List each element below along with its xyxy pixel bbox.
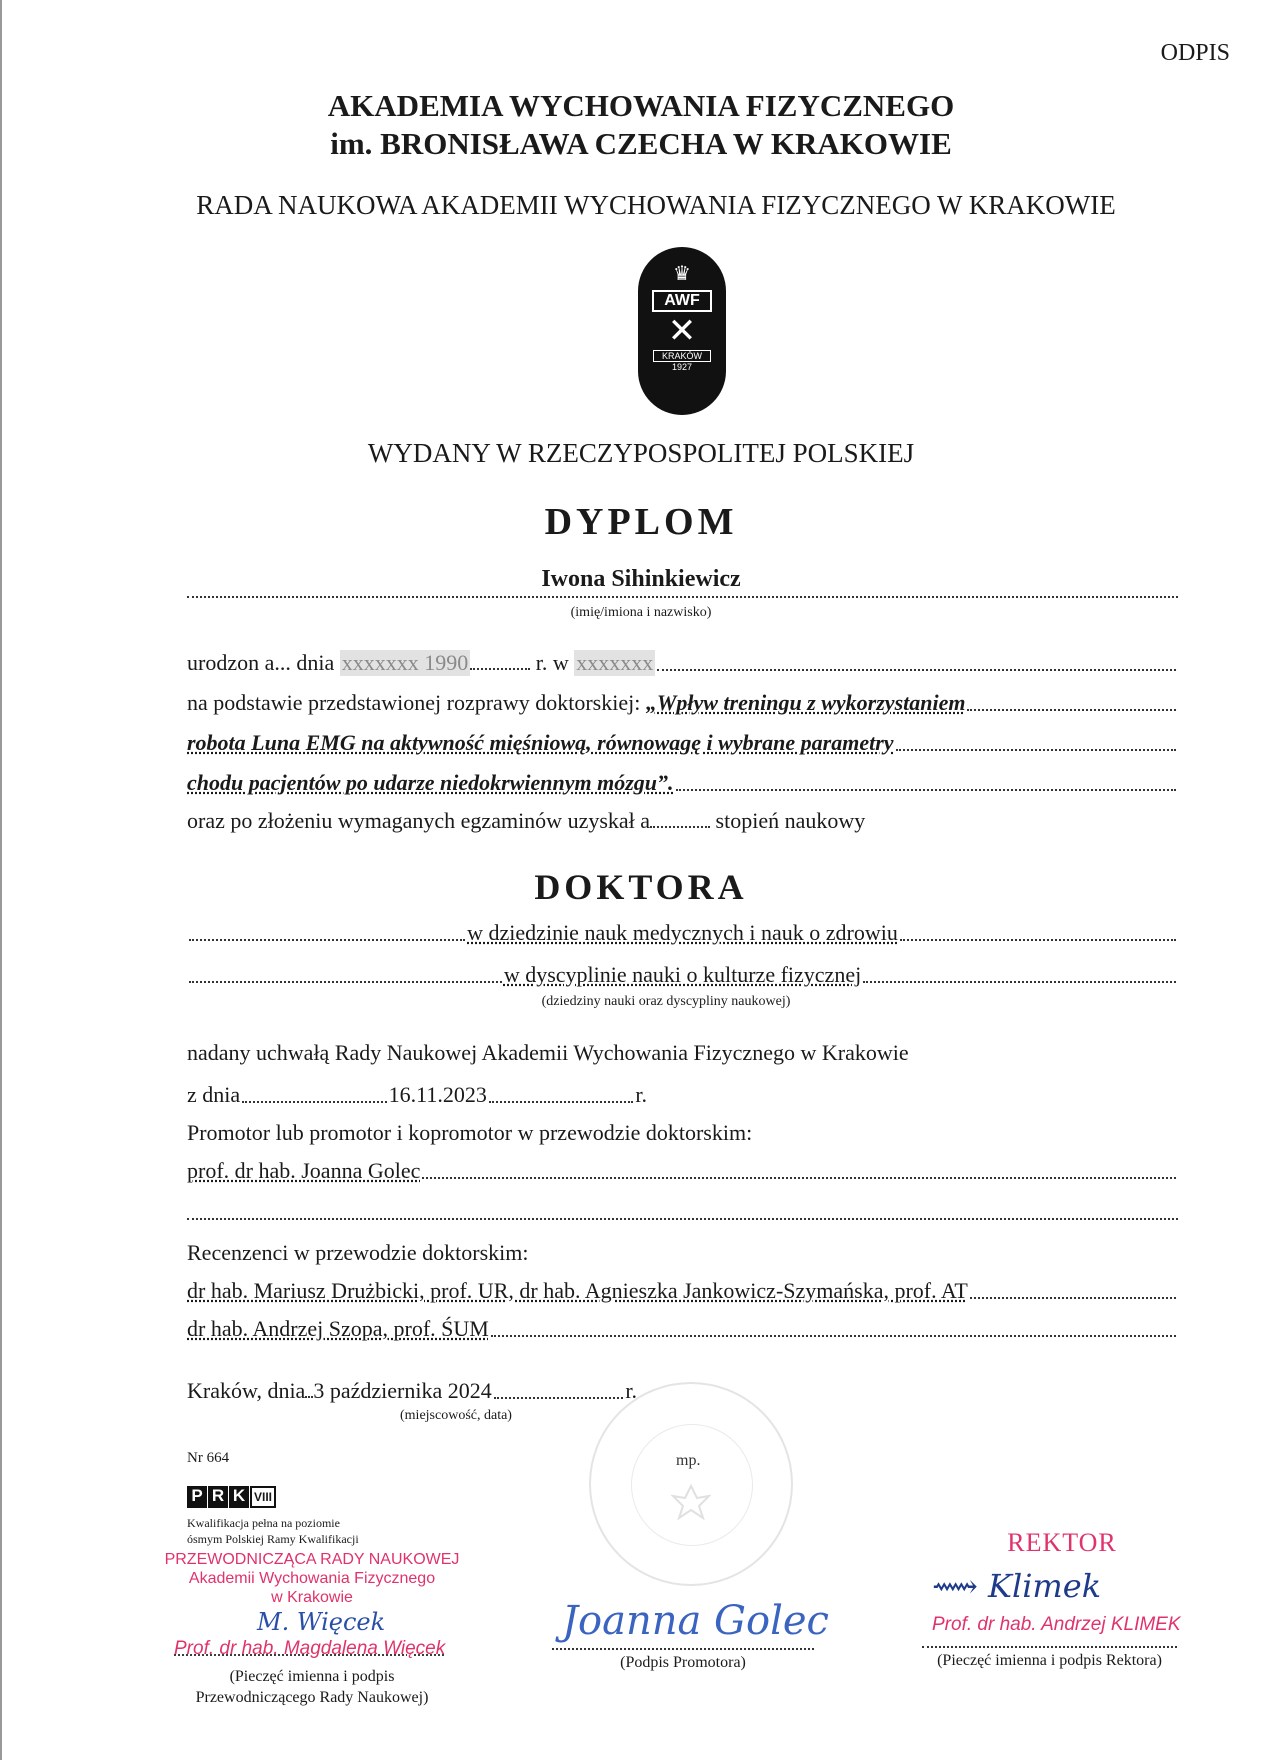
- issue-date: 3 października 2024: [313, 1378, 492, 1403]
- rector-caption: (Pieczęć imienna i podpis Rektora): [937, 1652, 1162, 1669]
- promoter-caption: (Podpis Promotora): [620, 1654, 746, 1671]
- promoter-signature: Joanna Golec: [562, 1598, 829, 1644]
- issued-in: WYDANY W RZECZYPOSPOLITEJ POLSKIEJ: [367, 438, 915, 468]
- prk-badge: [187, 1486, 276, 1508]
- diploma-number: Nr 664: [187, 1450, 230, 1466]
- rector-signature: ⟿ Klimek: [932, 1567, 1102, 1605]
- diploma-title: DYPLOM: [544, 501, 738, 543]
- prk-letter: R: [208, 1486, 228, 1508]
- thesis-title-1: „Wpływ treningu z wykorzystaniem: [645, 690, 966, 715]
- field-discipline: w dyscyplinie nauki o kulturze fizycznej: [503, 962, 862, 987]
- logo-city: KRAKÓW: [653, 350, 711, 362]
- birth-line: [187, 650, 1178, 676]
- resolution-date-line: [187, 1082, 647, 1108]
- reviewers-label-text: Recenzenci w przewodzie doktorskim:: [187, 1240, 529, 1265]
- reviewers-1: dr hab. Mariusz Drużbicki, prof. UR, dr hab. Agnieszka Jankowicz-Szymańska, prof. AT: [187, 1278, 968, 1303]
- eagle-icon: [671, 1482, 711, 1522]
- seal-mark: mp.: [676, 1452, 701, 1469]
- logo-year: 1927: [671, 362, 693, 372]
- rector-title: REKTOR: [1007, 1528, 1117, 1557]
- reviewers-2: dr hab. Andrzej Szopa, prof. ŚUM: [187, 1316, 489, 1341]
- stamp-line: Akademii Wychowania Fizycznego: [188, 1570, 436, 1587]
- redacted-place: xxxxxxx: [576, 650, 654, 675]
- promoter-line: [187, 1158, 1178, 1184]
- official-seal: [589, 1382, 793, 1586]
- reviewers-label: [187, 1240, 1178, 1266]
- promoter-label: [187, 1120, 1178, 1146]
- copy-label: ODPIS: [1160, 40, 1230, 66]
- crossed-sticks-icon: ✕: [667, 312, 697, 350]
- chair-caption: [162, 1666, 462, 1708]
- chair-signature: M. Więcek: [257, 1608, 386, 1636]
- birth-place-label: r. w: [535, 650, 569, 675]
- domain-line: [187, 920, 1178, 946]
- thesis-intro: na podstawie przedstawionej rozprawy doktorskiej:: [187, 690, 641, 715]
- logo-text: AWF: [652, 290, 712, 312]
- name-caption: (imię/imiona i nazwisko): [570, 605, 712, 620]
- discipline-line: [187, 962, 1178, 988]
- thesis-title-3: chodu pacjentów po udarze niedokrwiennym mózgu”.: [187, 770, 674, 795]
- thesis-title-2: robota Luna EMG na aktywność mięśniową, równowagę i wybrane parametry: [187, 730, 894, 755]
- exam-line: [187, 808, 1178, 834]
- resolution-line: [187, 1040, 1178, 1066]
- field-caption: (dziedziny nauki oraz dyscypliny naukowej): [541, 994, 791, 1009]
- reviewers-line-1: [187, 1278, 1178, 1304]
- academy-name: AKADEMIA WYCHOWANIA FIZYCZNEGO: [327, 88, 955, 123]
- degree-label: stopień naukowy: [715, 808, 866, 833]
- field-domain: w dziedzinie nauk medycznych i nauk o zdrowiu: [467, 920, 898, 945]
- prk-level: VIII: [250, 1486, 276, 1508]
- place-label: Kraków, dnia: [187, 1378, 306, 1403]
- promoter-name: prof. dr hab. Joanna Golec: [187, 1158, 421, 1183]
- reviewers-line-2: [187, 1316, 1178, 1342]
- place-date-line: [187, 1378, 637, 1404]
- stamp-line: w Krakowie: [271, 1589, 353, 1606]
- dotted-line: [187, 596, 1178, 598]
- exam-text: oraz po złożeniu wymaganych egzaminów uzyskał a: [187, 808, 651, 833]
- birth-label: urodzon a... dnia: [187, 650, 335, 675]
- year-abbr: r.: [635, 1082, 647, 1107]
- date-label: z dnia: [187, 1082, 241, 1107]
- thesis-line-1: [187, 690, 1178, 716]
- thesis-line-2: [187, 730, 1178, 756]
- dotted-line: [922, 1646, 1177, 1648]
- resolution-text: nadany uchwałą Rady Naukowej Akademii Wychowania Fizycznego w Krakowie: [187, 1040, 909, 1065]
- dotted-line: [187, 1218, 1178, 1220]
- place-caption: (miejscowość, data): [400, 1408, 512, 1423]
- rector-name: Prof. dr hab. Andrzej KLIMEK: [932, 1614, 1181, 1635]
- awf-logo: [638, 247, 726, 415]
- chair-name: Prof. dr hab. Magdalena Więcek: [174, 1638, 446, 1659]
- degree-title: DOKTORA: [534, 867, 748, 907]
- thesis-line-3: [187, 770, 1178, 796]
- year-abbr: r.: [625, 1378, 637, 1403]
- resolution-date: 16.11.2023: [388, 1082, 487, 1107]
- promoter-label-text: Promotor lub promotor i kopromotor w przewodzie doktorskim:: [187, 1120, 753, 1145]
- prk-letter: K: [229, 1486, 249, 1508]
- dotted-line: [552, 1648, 814, 1650]
- academy-patron: im. BRONISŁAWA CZECHA W KRAKOWIE: [330, 126, 952, 161]
- caption-line: Przewodniczącego Rady Naukowej): [195, 1689, 429, 1706]
- chair-stamp: [162, 1550, 462, 1607]
- council-name: RADA NAUKOWA AKADEMII WYCHOWANIA FIZYCZNEGO W KRAKOWIE: [196, 190, 1116, 220]
- crown-icon: ♛: [673, 263, 691, 285]
- prk-text-1: Kwalifikacja pełna na poziomie: [187, 1516, 340, 1530]
- redacted-date: xxxxxxx 1990: [341, 650, 469, 675]
- prk-text-2: ósmym Polskiej Ramy Kwalifikacji: [187, 1532, 359, 1546]
- holder-name: Iwona Sihinkiewicz: [541, 566, 741, 592]
- stamp-line: PRZEWODNICZĄCA RADY NAUKOWEJ: [164, 1551, 460, 1568]
- prk-letter: P: [187, 1486, 207, 1508]
- caption-line: (Pieczęć imienna i podpis: [229, 1668, 395, 1685]
